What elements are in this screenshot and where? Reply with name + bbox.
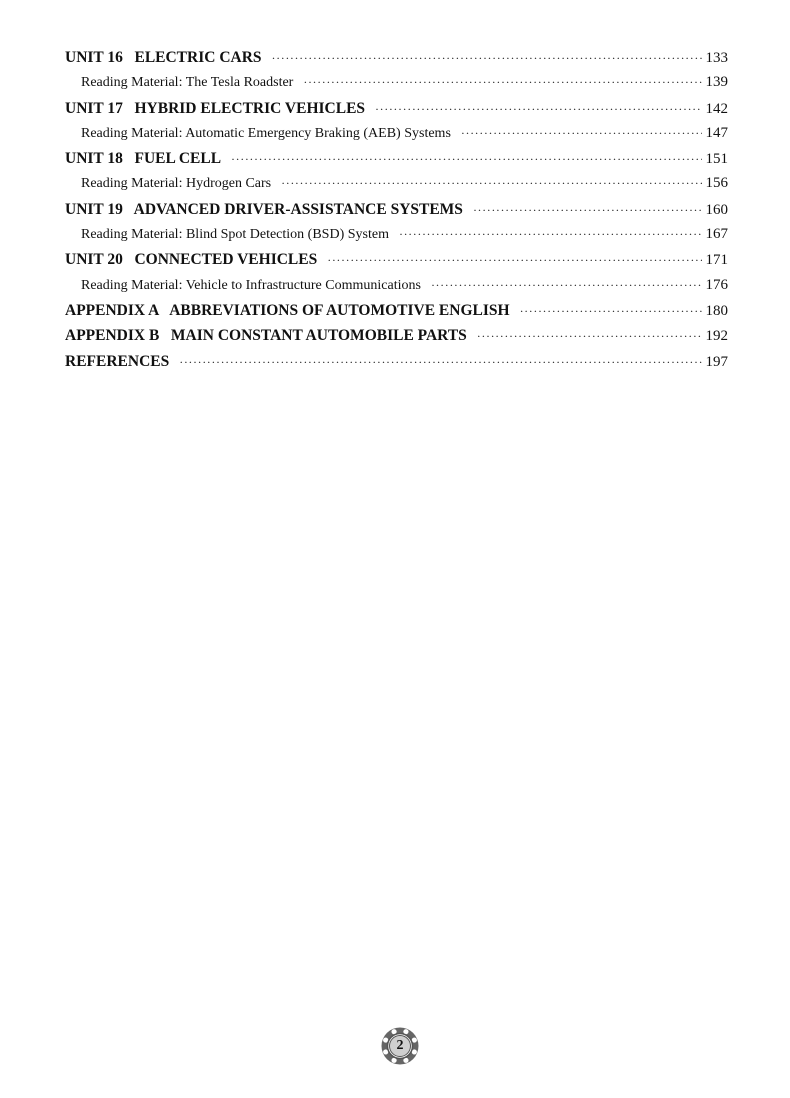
toc-entry-page: 156	[705, 175, 728, 192]
toc-entry-page: 197	[705, 353, 728, 370]
toc-entry-reading-20[interactable]	[65, 273, 728, 298]
toc-entry-page: 160	[705, 201, 728, 218]
toc-entry-reading-16[interactable]	[65, 70, 728, 95]
dot-leader	[431, 273, 702, 298]
toc-entry-page: 147	[705, 124, 728, 141]
toc-entry-title: APPENDIX B MAIN CONSTANT AUTOMOBILE PARTS	[65, 327, 467, 345]
toc-entry-unit-18[interactable]	[65, 146, 728, 171]
dot-leader	[477, 324, 702, 349]
toc-entry-title: Reading Material: Blind Spot Detection (BSD) System	[81, 227, 389, 243]
toc-entry-unit-17[interactable]	[65, 96, 728, 121]
toc-entry-page: 176	[705, 276, 728, 293]
dot-leader	[461, 121, 702, 146]
toc-entry-appendix-a[interactable]	[65, 298, 728, 323]
toc-entry-title: Reading Material: Hydrogen Cars	[81, 176, 272, 192]
toc-entry-title: UNIT 16 ELECTRIC CARS	[65, 49, 262, 66]
page-number-badge	[380, 1026, 420, 1066]
toc-entry-reading-17[interactable]	[65, 121, 728, 146]
toc-entry-title: Reading Material: The Tesla Roadster	[81, 75, 294, 91]
toc-entry-title: UNIT 18 FUEL CELL	[65, 150, 222, 168]
toc-entry-reading-19[interactable]	[65, 222, 728, 247]
table-of-contents	[65, 45, 728, 374]
page-number: 2	[396, 1038, 404, 1053]
toc-entry-unit-19[interactable]	[65, 197, 728, 222]
dot-leader	[281, 171, 701, 196]
toc-entry-unit-20[interactable]	[65, 247, 728, 272]
dot-leader	[231, 147, 701, 172]
dot-leader	[303, 70, 701, 95]
dot-leader	[520, 299, 702, 324]
dot-leader	[179, 350, 701, 375]
dot-leader	[473, 198, 702, 223]
toc-entry-title: APPENDIX A ABBREVIATIONS OF AUTOMOTIVE ENGLISH	[65, 301, 510, 319]
toc-entry-page: 133	[705, 50, 728, 66]
toc-entry-page: 167	[705, 226, 728, 243]
toc-entry-page: 180	[705, 302, 728, 319]
dot-leader	[375, 97, 701, 122]
toc-entry-title: Reading Material: Automatic Emergency Braking (AEB) Systems	[81, 125, 451, 141]
toc-entry-appendix-b[interactable]	[65, 323, 728, 348]
dot-leader	[272, 46, 702, 71]
toc-entry-title: UNIT 19 ADVANCED DRIVER-ASSISTANCE SYSTEMS	[65, 200, 463, 218]
dot-leader	[399, 222, 702, 247]
toc-entry-title: REFERENCES	[65, 352, 170, 370]
toc-entry-page: 142	[705, 100, 728, 117]
toc-entry-page: 192	[705, 328, 728, 345]
toc-entry-page: 171	[705, 252, 728, 269]
toc-entry-title: UNIT 17 HYBRID ELECTRIC VEHICLES	[65, 99, 366, 117]
toc-entry-title: UNIT 20 CONNECTED VEHICLES	[65, 251, 318, 269]
toc-entry-references[interactable]	[65, 349, 728, 374]
toc-entry-page: 139	[705, 74, 728, 91]
toc-entry-title: Reading Material: Vehicle to Infrastructure Communications	[81, 277, 421, 293]
dot-leader	[327, 248, 701, 273]
toc-entry-page: 151	[705, 151, 728, 168]
toc-entry-reading-18[interactable]	[65, 171, 728, 196]
toc-entry-unit-16[interactable]	[65, 45, 728, 70]
